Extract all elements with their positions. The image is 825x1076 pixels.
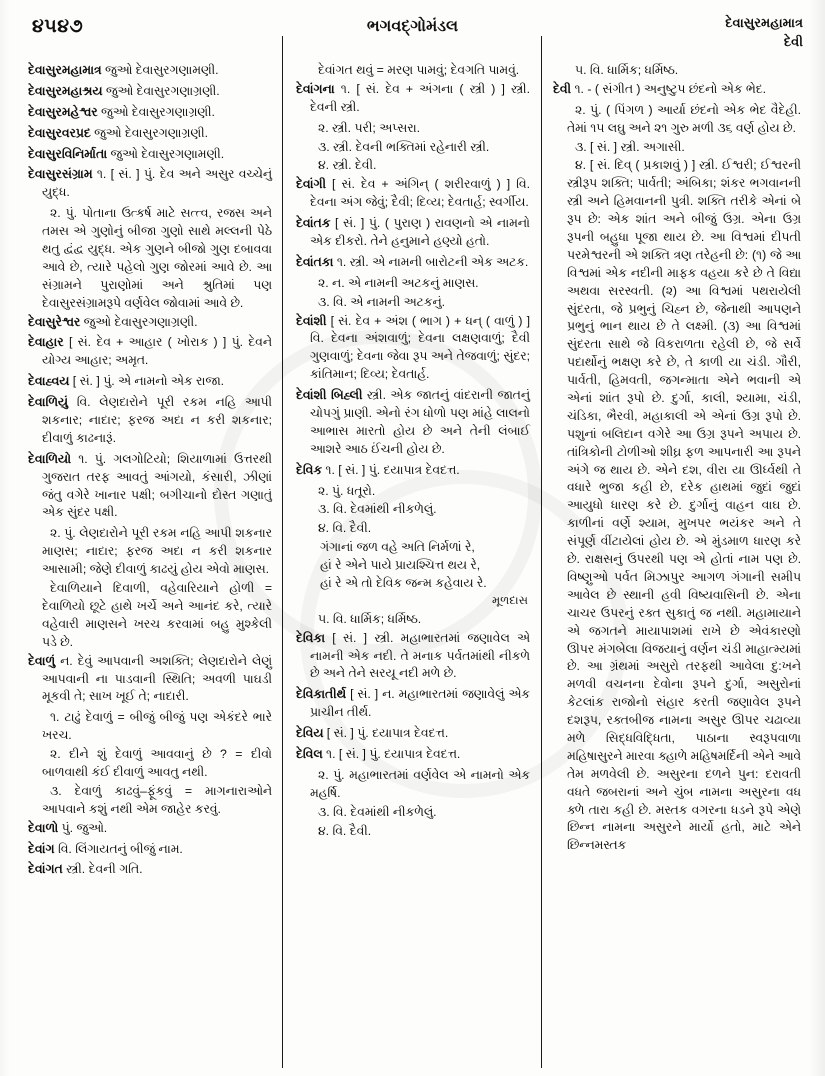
sense-paragraph: ૨. દીને શું દેવાળું આવવાનું છે ? = દીવો બાળવાથી કંઈ દીવાળું આવતુ નથી. xyxy=(42,747,272,779)
sense-paragraph: ૨. પું. ( પિંગળ ) આર્યા છંદનો એક ભેદ વૈદેહી. તેમાં ૧૫ લઘુ અને ૨૧ ગુરુ મળી ૩૬ વર્ણ હોય છે. xyxy=(567,102,801,135)
page-header xyxy=(0,14,825,62)
dictionary-entry: દેવાંશી બિહ્લી સ્ત્રી. એક જાતનું વાંદરાની જાતનું ચોપગું પ્રાણી. એનો રંગ ધોળો પણ માંહે લાલનો આભાસ મારતો હોય છે અને તેની લંબાઈ આશરે આઠ ઈંચની હોય છે. xyxy=(296,388,530,456)
dictionary-entry: દેવાળિયું વિ. લેણદારોને પૂરી રકમ નહિ આપી શકનાર; નાદાર; ફરજ અદા ન કરી શકનાર; દીવાળું કાઢનારૂં. xyxy=(28,395,272,445)
headword: દેવાંતક xyxy=(296,216,331,231)
text-column-1 xyxy=(28,62,272,882)
dictionary-entry: દેવિય [ સં. ] પું. દયાપાત્ર દેવદત્ત. xyxy=(296,726,449,741)
headword: દેવિક xyxy=(296,462,322,477)
verse-attribution: મૂળદાસ xyxy=(492,593,528,607)
sense-paragraph: ૩. દેવાળું કાઢવું–ફૂંકવું = માગનારાઓને આપવાને કશું નથી એમ જાહેર કરવું. xyxy=(42,783,272,816)
continuation-paragraph: દેવાળિયાને દિવાળી, વહેવારિયાને હોળી = દેવાળિયો છૂટે હાથે ખર્ચે અને આનંદ કરે, ત્યારે વહેવારી માણસને ખરચ કરવામાં બહુ મુશ્કેલી પડે છે. xyxy=(42,581,272,649)
dictionary-entry: દેવી ૧. ‑ ( સંગીત ) અનુષ્ટુપ છંદનો એક ભેદ. xyxy=(553,81,766,96)
dictionary-entry: દેવાસુરેશ્વર જુઓ દેવાસુરગણાગ્રણી. xyxy=(28,314,198,329)
dictionary-entry: દેવાળું ન. દેવું આપવાની અશક્તિ; લેણદારોને લેણું આપવાની ના પાડવાની સ્થિતિ; અવળી પાઘડી મૂકવી તે; સાખ ખૂઈ તે; નાદારી. xyxy=(28,653,272,704)
continuation-paragraph: દેવાંગત થવું = મરણ પામવું; દેવગતિ પામવું. xyxy=(318,63,520,77)
text-column-3 xyxy=(553,62,801,856)
headword: દેવી xyxy=(553,81,572,96)
sense-paragraph: ૩. સ્ત્રી. દેવની ભક્તિમાં રહેનારી સ્ત્રી. xyxy=(318,139,490,154)
sense-paragraph: ૩. વિ. દેવમાંથી નીકળેલું. xyxy=(318,804,437,819)
headword: દેવિકાતીર્થ xyxy=(296,687,347,702)
headword: દેવાસુરમહેશ્વર xyxy=(28,104,98,119)
scan-edge-right xyxy=(809,0,825,1076)
dictionary-entry: દેવાંગના ૧. [ સં. દેવ + અંગના ( સ્ત્રી ) ] સ્ત્રી. દેવની સ્ત્રી. xyxy=(296,81,530,114)
sense-paragraph: ૪. વિ. દૈવી. xyxy=(318,823,372,838)
dictionary-entry: દેવાંગત સ્ત્રી. દેવની ગતિ. xyxy=(28,862,143,877)
headword: દેવાહ્વય xyxy=(28,374,70,389)
headword: દેવાળો xyxy=(28,820,59,835)
dictionary-entry: દેવાળો પું. જુઓ. xyxy=(28,820,108,835)
sense-paragraph: ૪. વિ. દૈવી. xyxy=(318,521,372,536)
sense-paragraph: ૩. વિ. દેવમાંથી નીકળેલું. xyxy=(318,502,437,517)
verse-line: હાં રે એ તો દેવિક જન્મ કહેવાય રે. xyxy=(320,576,487,591)
headword: દેવાંગ xyxy=(28,841,55,856)
sense-paragraph: ૨. પું. લેણદારોને પૂરી રકમ નહિ આપી શકનાર માણસ; નાદાર; ફરજ અદા ન કરી શકનાર આસામી; જેણે દીવાળું કાઢયું હોય એવો માણસ. xyxy=(42,526,272,577)
folio-number: ૪૫૪૭ xyxy=(32,16,84,37)
dictionary-entry: દેવિક ૧. [ સં. ] પું. દયાપાત્ર દેવદત્ત. xyxy=(296,462,460,477)
dictionary-entry: દેવાંગી [ સં. દેવ + અંગિન્ ( શરીરવાળું ) ] વિ. દેવના અંગ જેવું; દૈવી; દિવ્ય; દેવતાર્હ; સ્વર્ગીય. xyxy=(296,177,530,210)
headword: દેવાળું xyxy=(28,653,56,668)
dictionary-entry: દેવાંતક [ સં. ] પું. ( પુરાણ ) રાવણનો એ નામનો એક દીકરો. તેને હનુમાને હણ્યો હતો. xyxy=(296,216,530,249)
headword: દેવાળિયો xyxy=(28,451,72,466)
dictionary-entry: દેવાંશી [ સં. દેવ + અંશ ( ભાગ ) + ધન્ ( વાળું ) ] વિ. દેવના અંશવાળું; દેવના લક્ષણવાળું; દૈવી ગુણવાળું; દેવના જેવા રૂપ અને તેજવાળું; સુંદર; કાંતિમાન; દિવ્ય; દેવતાર્હ. xyxy=(296,313,530,382)
dictionary-entry: દેવાળિયો ૧. પું. ગલગોટિયો; શિયાળામાં ઉત્તરથી ગુજરાત તરફ આવતું આંગયો, કંસારી, ઝીણાં જંતુ વગેરે ખાનાર પક્ષી; બગીચાનો દોસ્ત ગણાતું એક સુંદર પક્ષી. xyxy=(28,451,272,520)
sense-paragraph: ૨. પું. પોતાના ઉત્કર્ષ માટે સત્ત્વ, રજસ અને તમસ એ ગુણોનું બીજા ગુણો સાથે મલ્લની પેઠે થતુ દ્વંદ્વ યુદ્ધ. એક ગુણને બીજો ગુણ દબાવવા આવે છે, ત્યારે પહેલો ગુણ જોરમાં આવે છે. આ સંગ્રામને પુરાણોમાં અને શ્રુતિમાં પણ દેવાસુરસંગ્રામરૂપે વર્ણવેલ જોવામાં આવે છે. xyxy=(42,206,272,310)
dictionary-entry: દેવાંતકા ૧. સ્ત્રી. એ નામની બારોટની એક અટક. xyxy=(296,254,529,269)
running-head xyxy=(725,14,803,52)
scan-edge-left xyxy=(0,0,10,1076)
dictionary-entry: દેવિકાતીર્થ [ સં. ] ન. મહાભારતમાં જણાવેલું એક પ્રાચીન તીર્થ. xyxy=(296,687,530,720)
headword: દેવાંશી બિહ્લી xyxy=(296,388,363,403)
dictionary-entry: દેવાંગ વિ. લિંગાયતનું બીજું નામ. xyxy=(28,841,183,856)
column-divider-1 xyxy=(282,36,283,1068)
running-head-line-2: દેવી xyxy=(783,33,803,49)
sense-paragraph: ૩. [ સં. ] સ્ત્રી. અગાસી. xyxy=(575,139,685,154)
running-head-line-1: દેવાસુરમહામાત્ર xyxy=(725,15,803,30)
column-divider-2 xyxy=(541,36,542,1068)
book-title: ભગવદ્ગોમંડલ xyxy=(366,18,459,35)
sense-paragraph: ૩. વિ. એ નામની અટકનું. xyxy=(318,294,446,309)
dictionary-entry: દેવાસુરસંગ્રામ ૧. [ સં. ] પું. દેવ અને અસુર વચ્ચેનું યુદ્ધ. xyxy=(28,167,272,200)
dictionary-entry: દેવિકા [ સં. ] સ્ત્રી. મહાભારતમાં જણાવેલ એ નામની એક નદી. તે મનાક પર્વતમાંથી નીકળે છે અને તેને સરયૂ નદી મળે છે. xyxy=(296,630,530,681)
headword: દેવાસુરસંગ્રામ xyxy=(28,167,93,182)
headword: દેવાસુરમહામાત્ર xyxy=(28,63,102,77)
headword: દેવાંતકા xyxy=(296,254,334,269)
headword: દેવિકા xyxy=(296,630,326,645)
sense-paragraph: ૪. સ્ત્રી. દેવી. xyxy=(318,158,377,173)
headword: દેવાહાર xyxy=(28,335,64,350)
headword: દેવાળિયું xyxy=(28,395,68,410)
headword: દેવાંગના xyxy=(296,81,335,96)
sense-paragraph: ૨. સ્ત્રી. પરી; અપ્સરા. xyxy=(318,120,421,135)
dictionary-entry: દેવાસુરમહેશ્વર જુઓ દેવાસુરગણાગ્રણી. xyxy=(28,104,215,119)
headword: દેવાંશી xyxy=(296,313,327,328)
headword: દેવિય xyxy=(296,726,324,741)
headword: દેવાસુરેશ્વર xyxy=(28,314,81,329)
headword: દેવાસુરવરપ્રદ xyxy=(28,125,91,140)
sense-paragraph: ૧. ટાઢું દેવાળું = બીજું બીજું પણ એકંદરે ભારે ખરચ. xyxy=(42,710,272,743)
sense-paragraph: ૨. પું. ધતૂરો. xyxy=(318,483,376,498)
sense-paragraph: ૫. વિ. ધાર્મિક; ધર્મિષ્ઠ. xyxy=(575,63,679,77)
dictionary-entry: દેવિલ ૧. [ સં. ] પું. દયાપાત્ર દેવદત્ત. xyxy=(296,747,461,762)
sense-paragraph: ૨. પું. મહાભારતમાં વર્ણવેલ એ નામનો એક મહર્ષિ. xyxy=(310,767,530,800)
sense-paragraph: ૨. ન. એ નામની અટકનું માણસ. xyxy=(318,275,479,290)
verse-line: ગંગાનાં જળ વહે અતિ નિર્મળાં રે, xyxy=(320,540,475,555)
headword: દેવિલ xyxy=(296,747,323,762)
dictionary-entry: દેવાસુરવિનિર્માતા જુઓ દેવાસુરગણામણી. xyxy=(28,146,225,161)
dictionary-entry: દેવાસુરમહાશ્રય જુઓ દેવાસુરગણાગ્રણી. xyxy=(28,83,220,98)
headword: દેવાસુરવિનિર્માતા xyxy=(28,146,108,161)
headword: દેવાંગી xyxy=(296,177,327,192)
dictionary-entry: દેવાહાર [ સં. દેવ + આહાર ( ખોરાક ) ] પું. દેવને યોગ્ય આહાર; અમૃત. xyxy=(28,335,272,368)
dictionary-entry: દેવાસુરવરપ્રદ જુઓ દેવાસુરગણાગ્રણી. xyxy=(28,125,209,140)
headword: દેવાંગત xyxy=(28,862,63,877)
dictionary-entry: દેવાહ્વય [ સં. ] પું. એ નામનો એક રાજા. xyxy=(28,374,224,389)
text-column-2 xyxy=(296,62,530,841)
entry-spacer xyxy=(28,880,272,882)
dictionary-entry: દેવાસુરમહામાત્ર જુઓ દેવાસુરગણામણી. xyxy=(28,63,219,77)
headword: દેવાસુરમહાશ્રય xyxy=(28,83,103,98)
sense-paragraph: ૫. વિ. ધાર્મિક; ધર્મિષ્ઠ. xyxy=(318,611,422,626)
sense-paragraph: ૪. [ સં. દિવ્ ( પ્રકાશવું ) ] સ્ત્રી. ઈશ્વરી; ઈશ્વરની સ્ત્રીરૂપ શક્તિ; પાર્વતી; અંબિકા; શંકર ભગવાનની સ્ત્રી અને હિમવાનની પુત્રી. શક્તિ તરીકે એનાં બે રૂપ છે: એક શાંત અને બીજું ઉગ્ર. એના ઉગ્ર રૂપની બહુધા પૂજા થાય છે. આ વિશ્વમાં દીપતી પરમેશ્વરની એ શક્તિ ત્રણ તરેહની છે: (૧) જે આ વિશ્વમાં એક નદીની માફક વહયા કરે છે તે વિદ્યા અથવા સરસ્વતી. (૨) આ વિશ્વમાં પથરાયેલી સુંદરતા, જે પ્રભુનું ચિહ્ન છે, જેનાથી આપણને પ્રભુનું ભાન થાય છે તે લક્ષ્મી. (૩) આ વિશ્વમાં સુંદરતા સાથે જે વિકરાળતા રહેલી છે, જે સર્વે પદાર્થોનું ભક્ષણ કરે છે, તે કાળી યા ચંડી. ગૌરી, પાર્વતી, હિમવતી, જગન્માતા એને ભવાની એ એનાં શાંત રૂપો છે. દુર્ગા, કાલી, શ્યામા, ચંડી, ચંડિકા, ભૈરવી, મહાકાલી એ એનાં ઉગ્ર રૂપો છે. પશુનાં બલિદાન વગેરે આ ઉગ્ર રૂપને અપાય છે. તાંત્રિકોની ટોળીઓ શીઘ્ર ફળ આપનારી આ રૂપને અંગે જ થાય છે. એને દશ, વીરા યા ઊર્ધ્વથી તે વધારે ભુજા કહી છે, દરેક હાથમાં જુદાં જુદાં આયુધો ધારણ કરે છે. દુર્ગાનું વાહન વાઘ છે. કાળીનાં વર્ણે શ્યામ, મુખપર ભયંકર અને તે સંપૂર્ણ વીંટાયેલાં હોય છે. એ મુંડમાળ ધારણ કરે છે. રાક્ષસનું ઉપરથી પણ એ હોતાં નામ પણ છે. વિષ્ણુઓ પર્વત મિઝાપુર આગળ ગંગાની સમીપ આવેલ છે સ્થાની હવી વિષ્યવાસિની છે. એના ચાચર ઉપરનું રક્ત સુકાતું જ નથી. મહામાયાને એ જગતને માયાપાશમાં રાખે છે એવંકારણો ઊપર મંગબેલા વિજયાનું વર્ણન ચંડી માહાત્મ્યમાં છે. આ ગ્રંથમાં અસુરો તરફથી આવેલા દુ:ખને મળવી વચનના દેવોના રૂપને દુર્ગા, અસુરોનાં કેટલાંક રાજોનો સંહાર કરતી જણાવેલ રૂપને દશરૂપ, રક્તબીજ નામના અસુર ઊપર ચઢાવ્યા મળે સિદ્ધવિદ્ધિતા, પાઠાના સ્વરૂપવાળા મહિષાસુરને મારવા ક્હાળે મહિષમર્દિની એને આવે તેમ મળવેલી છે. અસુરના દળને પુન: દરાવતી વધતે જબરાનાં અને ચુંબ નામના અસુરના વધ ક્ળે તારા કહી છે. મસ્તક વગરના ધડને રૂપે એણે છિન્ન નામના અસુરને માર્યો હતો, માટે એને છિન્નમસ્તક xyxy=(567,158,801,853)
verse-line: હાં રે એને પાયે પ્રાયશ્ચિત્ત થય રે, xyxy=(320,558,481,573)
